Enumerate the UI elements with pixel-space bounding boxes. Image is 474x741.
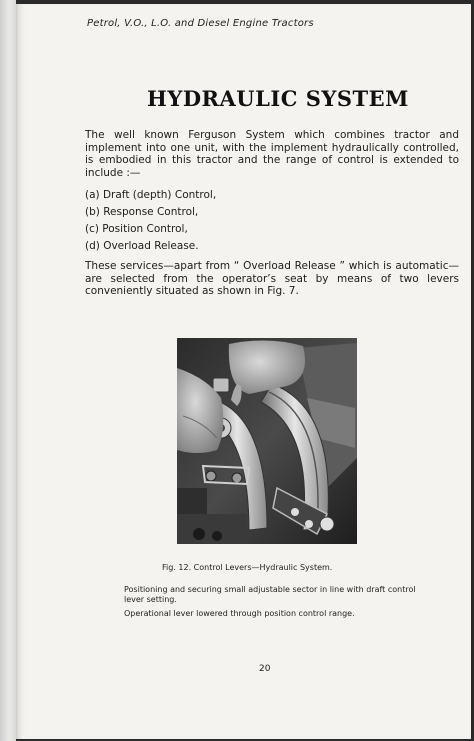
figure-note: Operational lever lowered through position control range. — [124, 609, 355, 618]
intro-paragraph: The well known Ferguson System which combines tractor and implement into one unit, with the implement hydraulically controlled, is embodied in this tractor and the range of control is extended to include :— — [85, 129, 459, 179]
page-number: 20 — [259, 664, 271, 674]
control-list — [85, 187, 216, 255]
list-item: (c) Position Control, — [85, 223, 188, 235]
figure-note: Positioning and securing small adjustable sector in line with draft control lever setting. — [124, 585, 416, 604]
services-paragraph: These services—apart from “ Overload Release ” which is automatic—are selected from the operator’s seat by means of two levers conveniently situated as shown in Fig. 7. — [85, 260, 459, 297]
figure-caption: Fig. 12. Control Levers—Hydraulic System. — [162, 563, 333, 572]
list-item: (d) Overload Release. — [85, 240, 199, 252]
control-levers-photo — [177, 338, 357, 544]
book-spine-edge — [0, 0, 16, 741]
document-page — [16, 4, 471, 739]
list-item: (a) Draft (depth) Control, — [85, 189, 217, 201]
running-head: Petrol, V.O., L.O. and Diesel Engine Tractors — [87, 18, 314, 29]
figure-notes — [124, 585, 424, 624]
list-item: (b) Response Control, — [85, 206, 199, 218]
control-levers-photo-image — [177, 338, 357, 544]
page-title: HYDRAULIC SYSTEM — [147, 86, 409, 111]
